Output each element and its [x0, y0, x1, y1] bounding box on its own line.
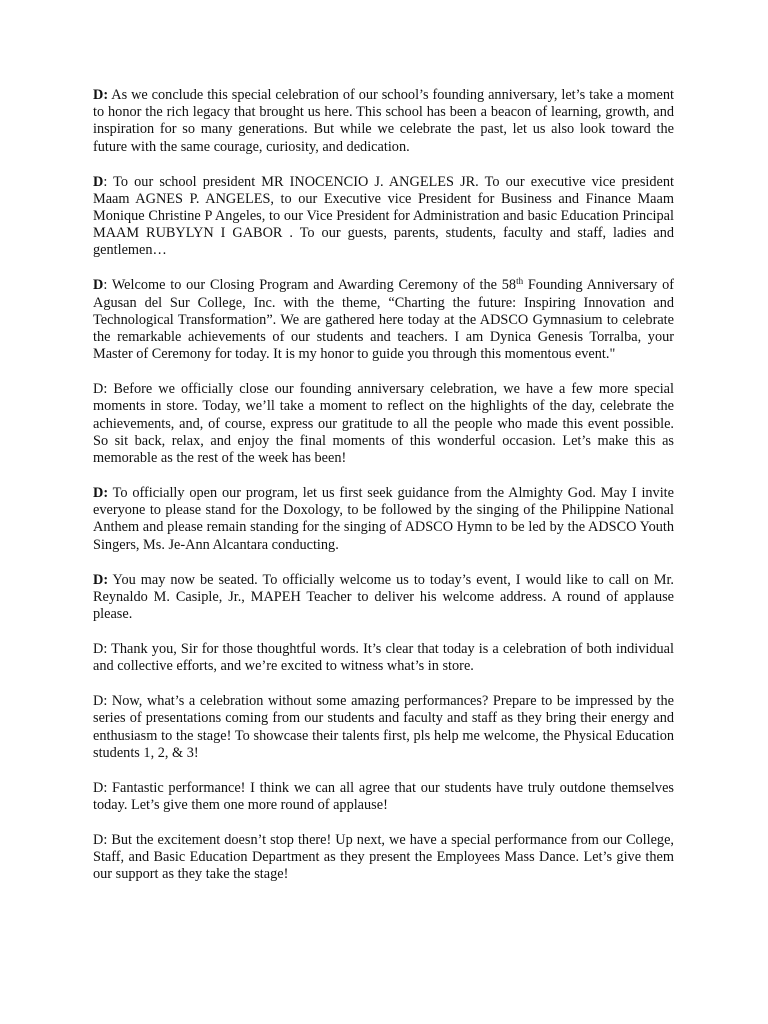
speaker-label: D [93, 381, 104, 398]
speaker-label: D: [93, 571, 109, 588]
paragraph-9 [93, 780, 674, 814]
paragraph-7 [93, 641, 674, 675]
speaker-label: D: [93, 779, 108, 796]
speaker-separator: : [103, 277, 108, 294]
paragraph-3 [93, 277, 674, 363]
paragraph-text: As we conclude this special celebration of our school’s founding anniversary, let’s take a moment to honor the rich legacy that brought us here. This school has been a beacon of learning, growth, and inspiration for so many generations. But while we celebrate the past, let us also look toward the future with the same courage, curiosity, and dedication. [93, 87, 674, 155]
speaker-label: D [93, 277, 104, 294]
paragraph-text: Now, what’s a celebration without some amazing performances? Prepare to be impressed by the series of presentations coming from our students and faculty and staff as they bring their energy and enthusiasm to the stage! To showcase their talents first, pls help me welcome, the Physical Education students 1, 2, & 3! [93, 693, 674, 761]
paragraph-8 [93, 693, 674, 762]
paragraph-text: Before we officially close our founding anniversary celebration, we have a few more special moments in store. Today, we’ll take a moment to reflect on the highlights of the day, celebrate the achievements, and, of course, express our gratitude to all the people who made this event possible. So sit back, relax, and enjoy the final moments of this wonderful occasion. Let’s make this as memorable as the rest of the week has been! [93, 381, 674, 467]
script-body [93, 87, 674, 901]
speaker-label: D: [93, 485, 109, 502]
speaker-label: D: [93, 641, 108, 658]
paragraph-text: To officially open our program, let us first seek guidance from the Almighty God. May I invite everyone to please stand for the Doxology, to be followed by the singing of the Philippine National Anthem and please remain standing for the singing of ADSCO Hymn to be led by the ADSCO Youth Singers, Ms. Je-Ann Alcantara conducting. [93, 485, 674, 553]
paragraph-text-start: Welcome to our Closing Program and Awarding Ceremony of the 58 [107, 277, 517, 294]
speaker-label: D [93, 173, 104, 190]
paragraph-10 [93, 832, 674, 884]
speaker-label: D: [93, 693, 108, 710]
paragraph-5 [93, 485, 674, 554]
speaker-label: D: [93, 832, 108, 849]
paragraph-text: Fantastic performance! I think we can all agree that our students have truly outdone themselves today. Let’s give them one more round of applause! [93, 779, 674, 814]
speaker-separator: : [103, 173, 108, 190]
paragraph-text-end: Founding Anniversary of Agusan del Sur College, Inc. with the theme, “Charting the future: Inspiring Innovation and Technological Transformation”. We are gathered here today at the ADSCO Gymnasium to celebrate the remarkable achievements of our students and teachers. I am Dynica Genesis Torralba, your Master of Ceremony for today. It is my honor to guide you through this momentous event." [93, 277, 675, 363]
paragraph-1 [93, 87, 674, 156]
paragraph-text: You may now be seated. To officially welcome us to today’s event, I would like to call on Mr. Reynaldo M. Casiple, Jr., MAPEH Teacher to deliver his welcome address. A round of applause please. [93, 571, 674, 623]
speaker-label: D: [93, 87, 109, 103]
paragraph-text: To our school president MR INOCENCIO J. ANGELES JR. To our executive vice president Maam AGNES P. ANGELES, to our Executive vice President for Business and Finance Maam Monique Christine P Angeles, to our Vice President for Administration and basic Education Principal MAAM RUBYLYN I GABOR . To our guests, parents, students, faculty and staff, ladies and gentlemen… [93, 173, 674, 259]
paragraph-text: Thank you, Sir for those thoughtful words. It’s clear that today is a celebration of both individual and collective efforts, and we’re excited to witness what’s in store. [93, 641, 674, 675]
paragraph-text: But the excitement doesn’t stop there! Up next, we have a special performance from our College, Staff, and Basic Education Department as they present the Employees Mass Dance. Let’s give them our support as they take the stage! [93, 832, 674, 883]
speaker-separator: : [103, 381, 108, 398]
paragraph-2 [93, 174, 674, 260]
ordinal-superscript: th [516, 276, 524, 287]
paragraph-4 [93, 381, 674, 467]
paragraph-6 [93, 572, 674, 624]
